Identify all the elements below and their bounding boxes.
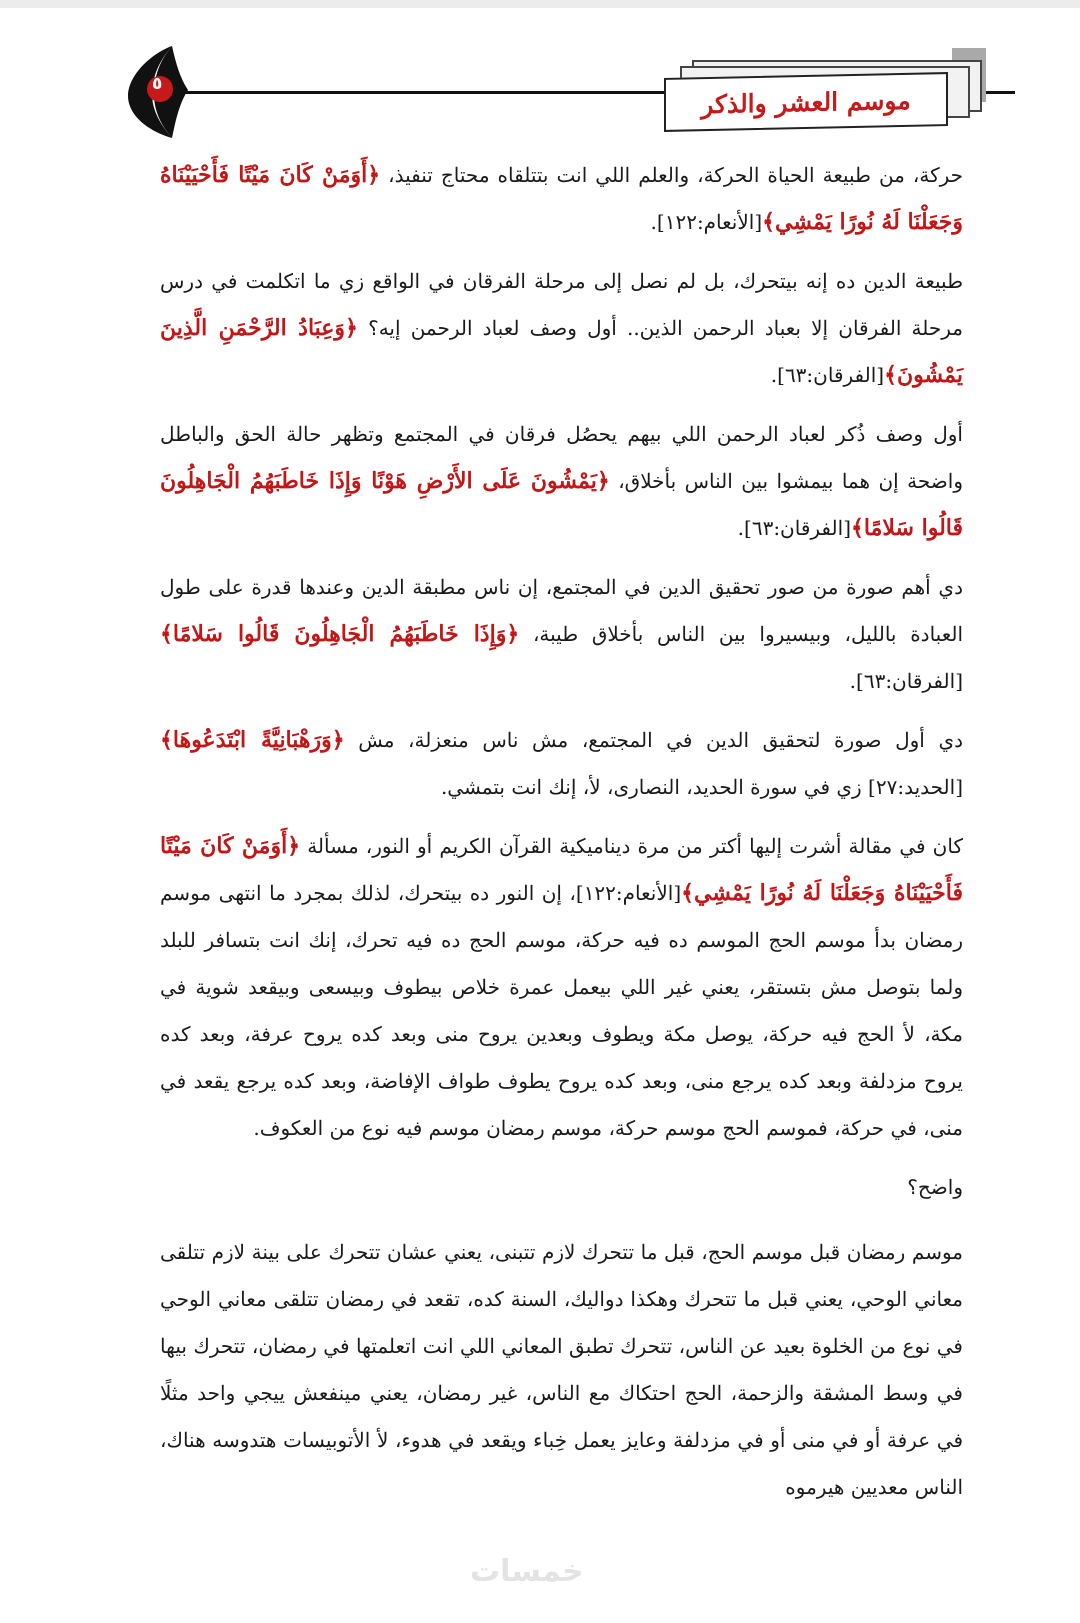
paragraph-text: كان في مقالة أشرت إليها أكتر من مرة ديناميكية القرآن الكريم أو النور، مسألة (300, 834, 963, 858)
verse-reference: [الفرقان:٦٣]. (770, 363, 885, 387)
paragraph (160, 411, 963, 552)
paragraph-text: واضح؟ (907, 1175, 963, 1199)
paragraph (160, 1229, 963, 1511)
quran-verse: ﴿وَرَهْبَانِيَّةً ابْتَدَعُوهَا﴾ (160, 727, 345, 753)
page-title: موسم العشر والذكر (701, 85, 911, 119)
paragraph-text: دي أول صورة لتحقيق الدين في المجتمع، مش ناس منعزلة، مش (344, 728, 963, 752)
top-strip (0, 0, 1080, 8)
verse-reference: [الفرقان:٦٣]. (737, 516, 851, 540)
paragraph (160, 258, 963, 399)
paragraph-text-continued: [الحديد:٢٧] زي في سورة الحديد، النصارى، لأ، إنك انت بتمشي. (440, 775, 963, 799)
article-body (160, 152, 963, 1523)
verse-reference: [الفرقان:٦٣]. (849, 669, 963, 693)
quran-verse: ﴿وَعِبَادُ الرَّحْمَنِ الَّذِينَ يَمْشُونَ﴾ (160, 315, 963, 388)
paragraph-text-continued: [الأنعام:١٢٢]، إن النور ده بيتحرك، لذلك بمجرد ما انتهى موسم رمضان بدأ موسم الحج الموسم ده فيه حركة، موسم الحج ده فيه تحرك، إنك انت بتسافر للبلد ولما بتوصل مش بتستقر، يعني غير اللي بيعمل عمرة خلاص بيطوف وبيسعى وبيقعد شوية في مكة، لأ الحج فيه حركة، يوصل مكة ويطوف وبعدين يروح منى وبعد كده يروح عرفة، وبعد كده يروح مزدلفة وبعد كده يرجع منى، وبعد كده يروح يطوف طواف الإفاضة، وبعد كده يرجع يقعد في منى، في حركة، فموسم الحج موسم حركة، موسم رمضان موسم فيه نوع من العكوف. (160, 881, 963, 1140)
paragraph-text: أول وصف ذُكر لعباد الرحمن اللي بيهم يحصُل فرقان في المجتمع وتظهر حالة الحق والباطل واضحة إن هما بيمشوا بين الناس بأخلاق، (160, 422, 964, 493)
quran-verse: ﴿أَوَمَنْ كَانَ مَيْتًا فَأَحْيَيْنَاهُ وَجَعَلْنَا لَهُ نُورًا يَمْشِي﴾ (160, 162, 963, 235)
title-box (664, 72, 948, 132)
paragraph (160, 823, 963, 1152)
page-number: ٥ (152, 74, 163, 94)
paragraph (160, 564, 963, 705)
quran-verse: ﴿وَإِذَا خَاطَبَهُمُ الْجَاهِلُونَ قَالُوا سَلامًا﴾ (160, 621, 520, 647)
verse-reference: [الأنعام:١٢٢]. (650, 210, 763, 234)
watermark-logo: خمسات (470, 1554, 584, 1589)
quran-verse: ﴿أَوَمَنْ كَانَ مَيْتًا فَأَحْيَيْنَاهُ وَجَعَلْنَا لَهُ نُورًا يَمْشِي﴾ (160, 833, 964, 906)
quran-verse: ﴿يَمْشُونَ عَلَى الأَرْضِ هَوْنًا وَإِذَا خَاطَبَهُمُ الْجَاهِلُونَ قَالُوا سَلامًا﴾ (160, 468, 963, 541)
paragraph-text: حركة، من طبيعة الحياة الحركة، والعلم اللي انت بتتلقاه محتاج تنفيذ، (380, 163, 963, 187)
paragraph (160, 152, 963, 246)
paragraph (160, 1164, 963, 1211)
paragraph-text: دي أهم صورة من صور تحقيق الدين في المجتمع، إن ناس مطبقة الدين وعندها قدرة على طول العبادة بالليل، وبيسيروا بين الناس بأخلاق طيبة، (160, 575, 964, 646)
paragraph-text: موسم رمضان قبل موسم الحج، قبل ما تتحرك لازم تتبنى، يعني عشان تتحرك على بينة لازم تتلقى معاني الوحي، يعني قبل ما تتحرك وهكذا دواليك، السنة كده، تقعد في رمضان تتلقى معاني الوحي في نوع من الخلوة بعيد عن الناس، تتحرك تطبق المعاني اللي انت اتعلمتها في رمضان، تتحرك بيها في وسط المشقة والزحمة، الحج احتكاك مع الناس، غير رمضان، يعني مينفعش ييجي واحد مثلًا في عرفة أو في منى أو في مزدلفة وعايز يعمل خِباء ويقعد في هدوء، لأ الأتوبيسات هتدوسه هناك، الناس معديين هيرموه (160, 1240, 963, 1499)
paragraph (160, 717, 963, 811)
paragraph-text: طبيعة الدين ده إنه بيتحرك، بل لم نصل إلى مرحلة الفرقان في الواقع زي ما اتكلمت في درس مرحلة الفرقان إلا بعباد الرحمن الذين.. أول وصف لعباد الرحمن إيه؟ (160, 269, 963, 340)
